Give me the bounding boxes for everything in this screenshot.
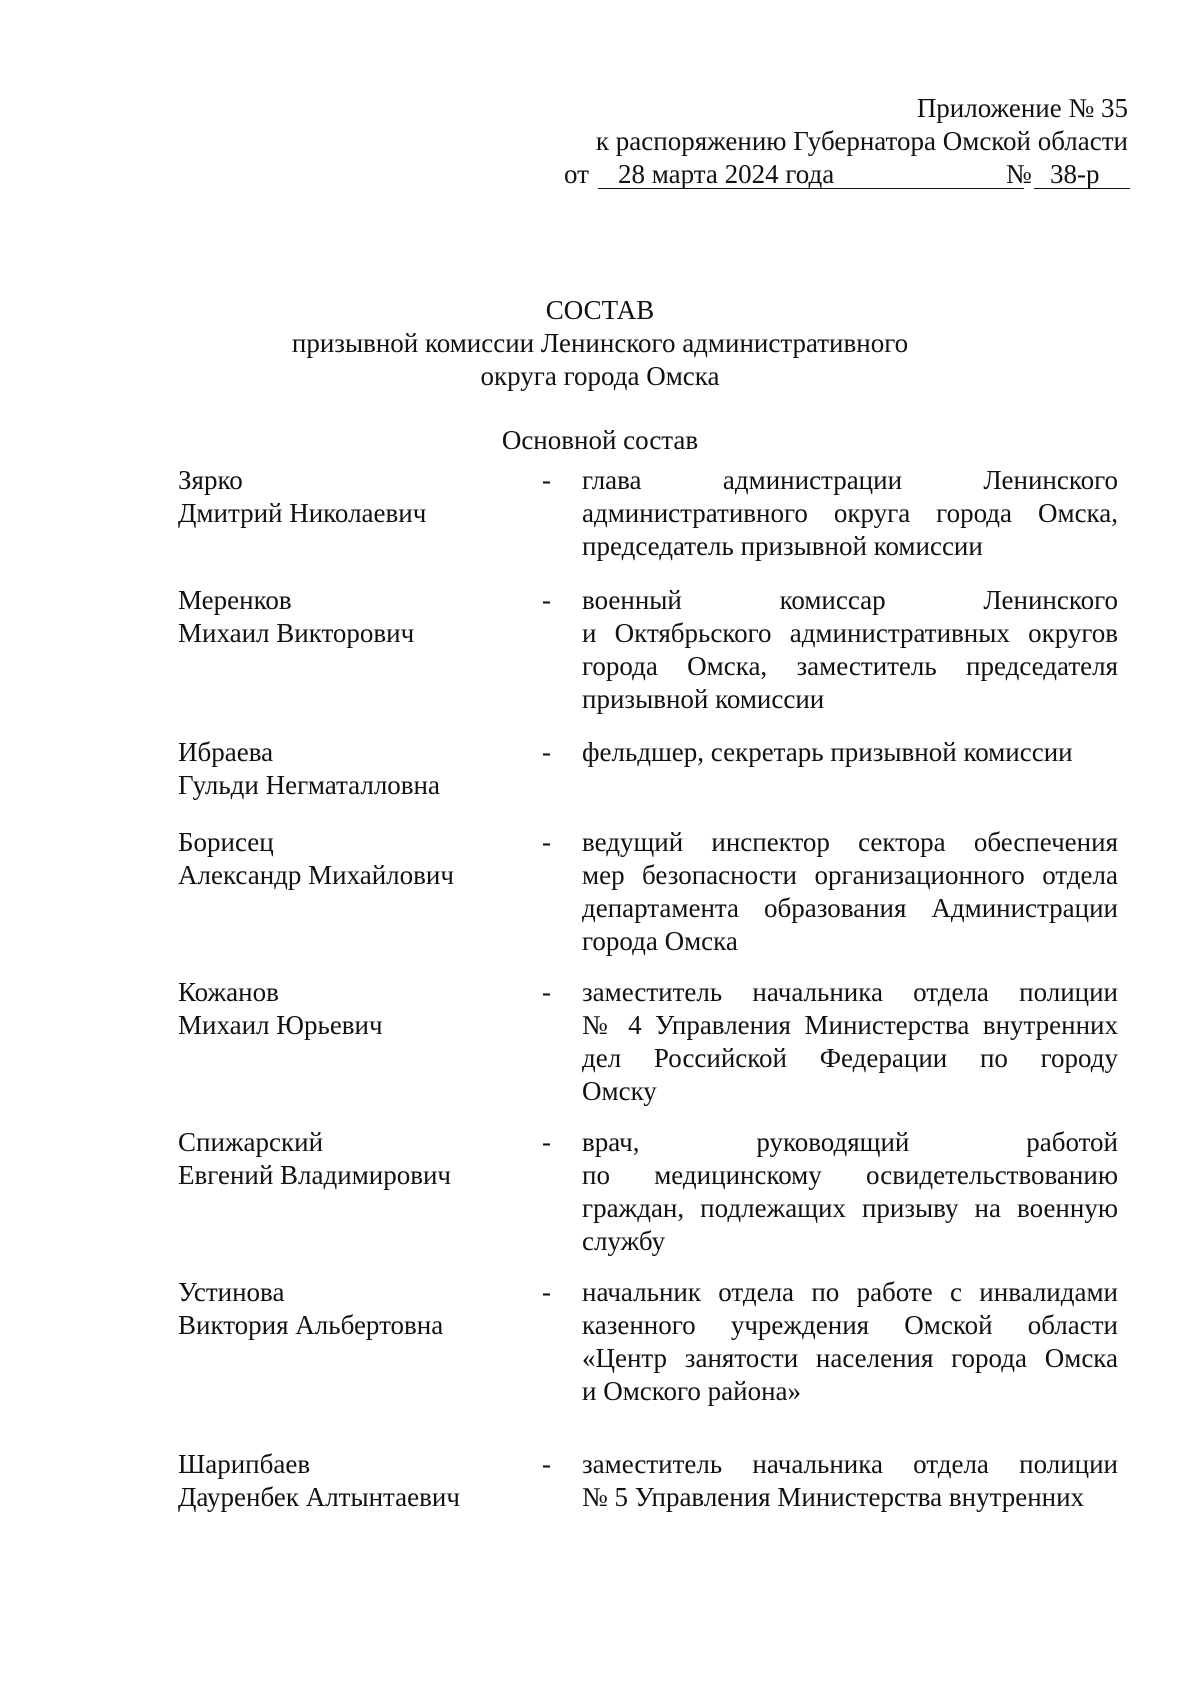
member-role <box>582 464 1118 563</box>
member-surname: Устинова <box>178 1277 285 1307</box>
member-name <box>178 976 538 1042</box>
member-role-line: № 4 Управления Министерства внутренних <box>582 1010 1118 1040</box>
member-role <box>582 826 1118 958</box>
member-role-line: граждан, подлежащих призыву на военную <box>582 1193 1118 1223</box>
member-role-line: № 5 Управления Министерства внутренних <box>582 1482 1085 1512</box>
member-role-line: и Омского района» <box>582 1376 802 1406</box>
title-main: СОСТАВ <box>545 295 655 325</box>
member-name <box>178 736 538 802</box>
member-role-line: начальник отдела по работе с инвалидами <box>582 1277 1118 1307</box>
order-date-line <box>564 158 1130 192</box>
member-dash: - <box>542 585 551 615</box>
member-role-line: города Омска, заместитель председателя <box>582 651 1118 681</box>
section-heading: Основной состав <box>501 425 699 455</box>
order-number: 38-р <box>1050 159 1100 189</box>
member-dash: - <box>542 1449 551 1479</box>
member-role-line: мер безопасности организационного отдела <box>582 860 1118 890</box>
member-dash: - <box>542 827 551 857</box>
title-line-3: округа города Омска <box>480 361 720 391</box>
member-given-names: Дмитрий Николаевич <box>178 498 427 528</box>
member-surname: Борисец <box>178 827 274 857</box>
member-given-names: Виктория Альбертовна <box>178 1310 444 1340</box>
member-role-line: казенного учреждения Омской области <box>582 1310 1118 1340</box>
member-dash: - <box>542 1277 551 1307</box>
member-dash: - <box>542 737 551 767</box>
member-dash: - <box>542 977 551 1007</box>
member-name <box>178 464 538 530</box>
member-role <box>582 1448 1118 1514</box>
member-surname: Кожанов <box>178 977 279 1007</box>
order-number-field <box>1034 158 1130 189</box>
member-role-line: административного округа города Омска, <box>582 498 1118 528</box>
member-surname: Ибраева <box>178 737 274 767</box>
order-date-field <box>598 158 1024 189</box>
member-given-names: Михаил Юрьевич <box>178 1010 383 1040</box>
member-role <box>582 584 1118 716</box>
member-role-line: врач, руководящий работой <box>582 1127 1118 1157</box>
member-role-line: председатель призывной комиссии <box>582 531 983 561</box>
member-role-line: военный комиссар Ленинского <box>582 585 1118 615</box>
appendix-number: Приложение № 35 <box>916 93 1128 123</box>
title-line-2: призывной комиссии Ленинского административного <box>291 328 909 358</box>
member-role-line: и Октябрьского административных округов <box>582 618 1118 648</box>
appendix-header <box>548 92 1128 158</box>
member-surname: Меренков <box>178 585 292 615</box>
member-role-line: Омску <box>582 1076 657 1106</box>
member-given-names: Александр Михайлович <box>178 860 454 890</box>
member-role-line: дел Российской Федерации по городу <box>582 1043 1118 1073</box>
member-name <box>178 1276 538 1342</box>
member-dash: - <box>542 465 551 495</box>
member-role-line: «Центр занятости населения города Омска <box>582 1343 1118 1373</box>
member-role-line: службу <box>582 1226 666 1256</box>
member-role-line: по медицинскому освидетельствованию <box>582 1160 1118 1190</box>
member-name <box>178 1126 538 1192</box>
member-surname: Спижарский <box>178 1127 324 1157</box>
member-role-line: департамента образования Администрации <box>582 893 1118 923</box>
member-dash: - <box>542 1127 551 1157</box>
member-role-line: фельдшер, секретарь призывной комиссии <box>582 737 1073 767</box>
member-role-line: заместитель начальника отдела полиции <box>582 977 1118 1007</box>
member-given-names: Евгений Владимирович <box>178 1160 452 1190</box>
member-name <box>178 826 538 892</box>
member-given-names: Михаил Викторович <box>178 618 415 648</box>
document-title <box>220 294 980 393</box>
member-name <box>178 1448 538 1514</box>
member-role-line: призывной комиссии <box>582 684 825 714</box>
member-role-line: ведущий инспектор сектора обеспечения <box>582 827 1118 857</box>
member-surname: Зярко <box>178 465 243 495</box>
member-surname: Шарипбаев <box>178 1449 311 1479</box>
member-given-names: Дауренбек Алтынтаевич <box>178 1482 460 1512</box>
order-date: 28 марта 2024 года <box>618 159 835 189</box>
from-label: от <box>564 159 589 189</box>
member-role <box>582 1126 1118 1258</box>
member-name <box>178 584 538 650</box>
member-given-names: Гульди Негматалловна <box>178 770 440 800</box>
number-label: № <box>1006 159 1032 189</box>
member-role-line: заместитель начальника отдела полиции <box>582 1449 1118 1479</box>
member-role-line: города Омска <box>582 926 738 956</box>
member-role-line: глава администрации Ленинского <box>582 465 1118 495</box>
member-role <box>582 1276 1118 1408</box>
member-role <box>582 736 1118 769</box>
appendix-reference: к распоряжению Губернатора Омской области <box>595 126 1128 156</box>
member-role <box>582 976 1118 1108</box>
